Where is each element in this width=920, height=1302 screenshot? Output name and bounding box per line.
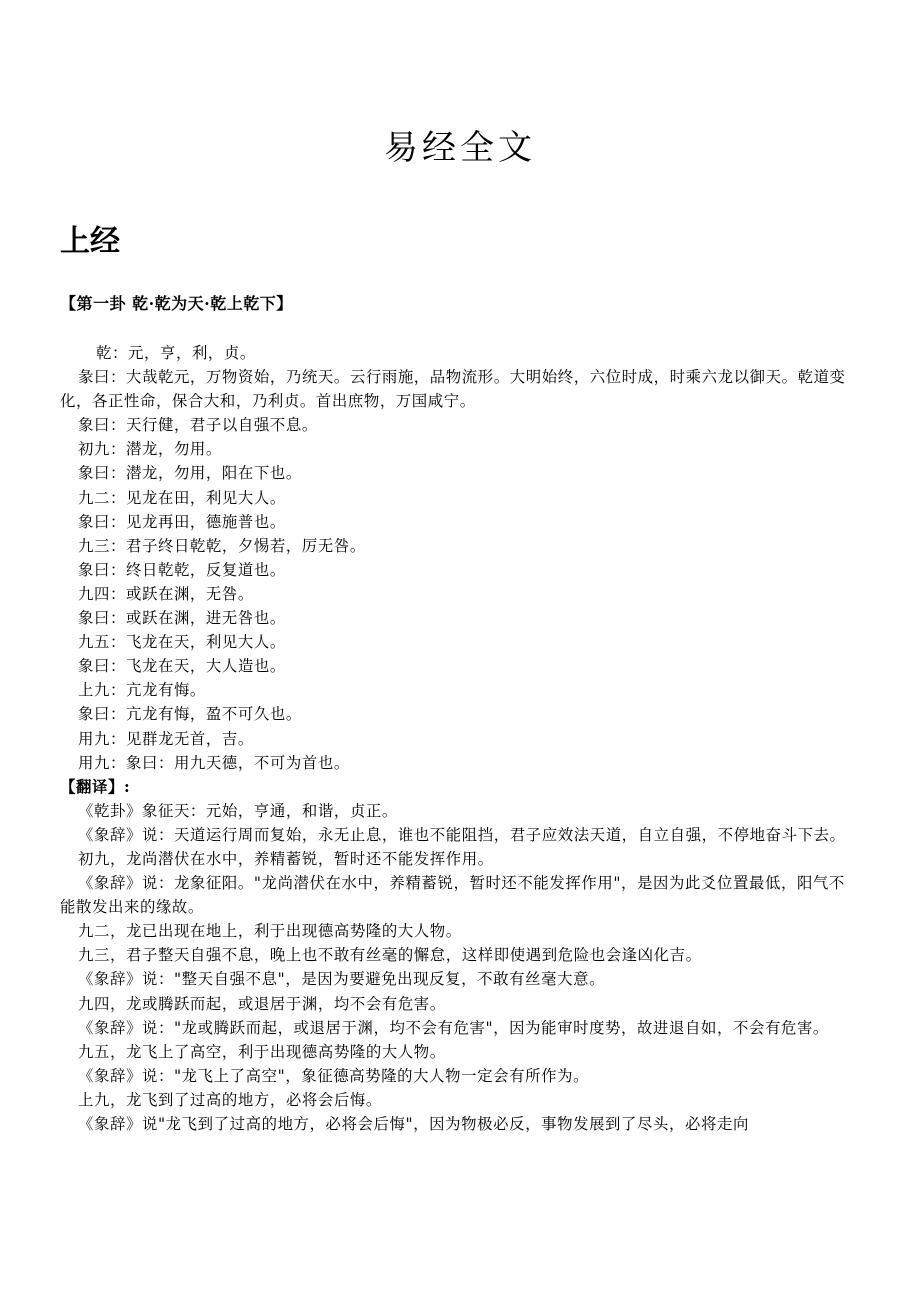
translation-line: 《象辞》说：龙象征阳。"龙尚潜伏在水中，养精蓄锐，暂时还不能发挥作用"，是因为此爻位置最低，阳气不能散发出来的缘故。 bbox=[60, 874, 845, 917]
translation-label: 【翻译】: bbox=[60, 777, 131, 796]
translation-line: 《乾卦》象征天：元始，亨通，和谐，贞正。 bbox=[78, 801, 398, 820]
text-line: 象曰：或跃在渊，进无咎也。 bbox=[78, 609, 286, 628]
section-title: 上经 bbox=[60, 224, 120, 259]
text-line: 用九：见群龙无首，吉。 bbox=[78, 729, 254, 748]
translation-line: 初九，龙尚潜伏在水中，养精蓄锐，暂时还不能发挥作用。 bbox=[78, 849, 494, 868]
text-line: 九三：君子终日乾乾，夕惕若，厉无咎。 bbox=[78, 536, 366, 555]
text-line: 乾：元，亨，利，贞。 bbox=[96, 344, 256, 362]
text-line: 九二：见龙在田，利见大人。 bbox=[78, 488, 286, 507]
text-line: 象曰：亢龙有悔，盈不可久也。 bbox=[78, 705, 302, 724]
translation-line: 上九，龙飞到了过高的地方，必将会后悔。 bbox=[78, 1090, 382, 1109]
translation-line: 《象辞》说："整天自强不息"，是因为要避免出现反复，不敢有丝毫大意。 bbox=[78, 970, 606, 989]
text-line: 象曰：天行健，君子以自强不息。 bbox=[78, 416, 318, 435]
document-title: 易经全文 bbox=[384, 128, 536, 168]
text-line: 象曰：见龙再田，德施普也。 bbox=[78, 512, 286, 531]
text-line: 上九：亢龙有悔。 bbox=[78, 681, 206, 700]
translation-line: 九四，龙或腾跃而起，或退居于渊，均不会有危害。 bbox=[78, 994, 446, 1013]
text-line: 象曰：潜龙，勿用，阳在下也。 bbox=[78, 464, 302, 483]
translation-line: 九五，龙飞上了高空，利于出现德高势隆的大人物。 bbox=[78, 1042, 446, 1061]
text-line: 用九：象曰：用九天德，不可为首也。 bbox=[78, 753, 350, 772]
translation-line: 《象辞》说："龙或腾跃而起，或退居于渊，均不会有危害"，因为能审时度势，故进退自如，不会有危害。 bbox=[78, 1018, 829, 1037]
document-body bbox=[60, 341, 860, 1136]
translation-line: 《象辞》说："龙飞上了高空"，象征德高势隆的大人物一定会有所作为。 bbox=[78, 1066, 590, 1085]
translation-line: 《象辞》说"龙飞到了过高的地方，必将会后悔"，因为物极必反，事物发展到了尽头，必将走向 bbox=[78, 1115, 749, 1133]
translation-line: 九二，龙已出现在地上，利于出现德高势隆的大人物。 bbox=[78, 922, 462, 941]
text-line: 象曰：终日乾乾，反复道也。 bbox=[78, 560, 286, 579]
text-line: 九四：或跃在渊，无咎。 bbox=[78, 584, 254, 603]
text-line: 九五：飞龙在天，利见大人。 bbox=[78, 633, 286, 652]
translation-line: 《象辞》说：天道运行周而复始，永无止息，谁也不能阻挡，君子应效法天道，自立自强，不停地奋斗下去。 bbox=[78, 825, 846, 844]
text-line: 彖曰：大哉乾元，万物资始，乃统天。云行雨施，品物流形。大明始终，六位时成，时乘六龙以御天。乾道变化，各正性命，保合大和，乃利贞。首出庶物，万国咸宁。 bbox=[60, 368, 846, 411]
text-line: 初九：潜龙，勿用。 bbox=[78, 440, 222, 459]
hexagram-title: 【第一卦 乾·乾为天·乾上乾下】 bbox=[60, 294, 293, 313]
text-line: 象曰：飞龙在天，大人造也。 bbox=[78, 657, 286, 676]
translation-line: 九三，君子整天自强不息，晚上也不敢有丝毫的懈怠，这样即使遇到危险也会逢凶化吉。 bbox=[78, 946, 702, 965]
